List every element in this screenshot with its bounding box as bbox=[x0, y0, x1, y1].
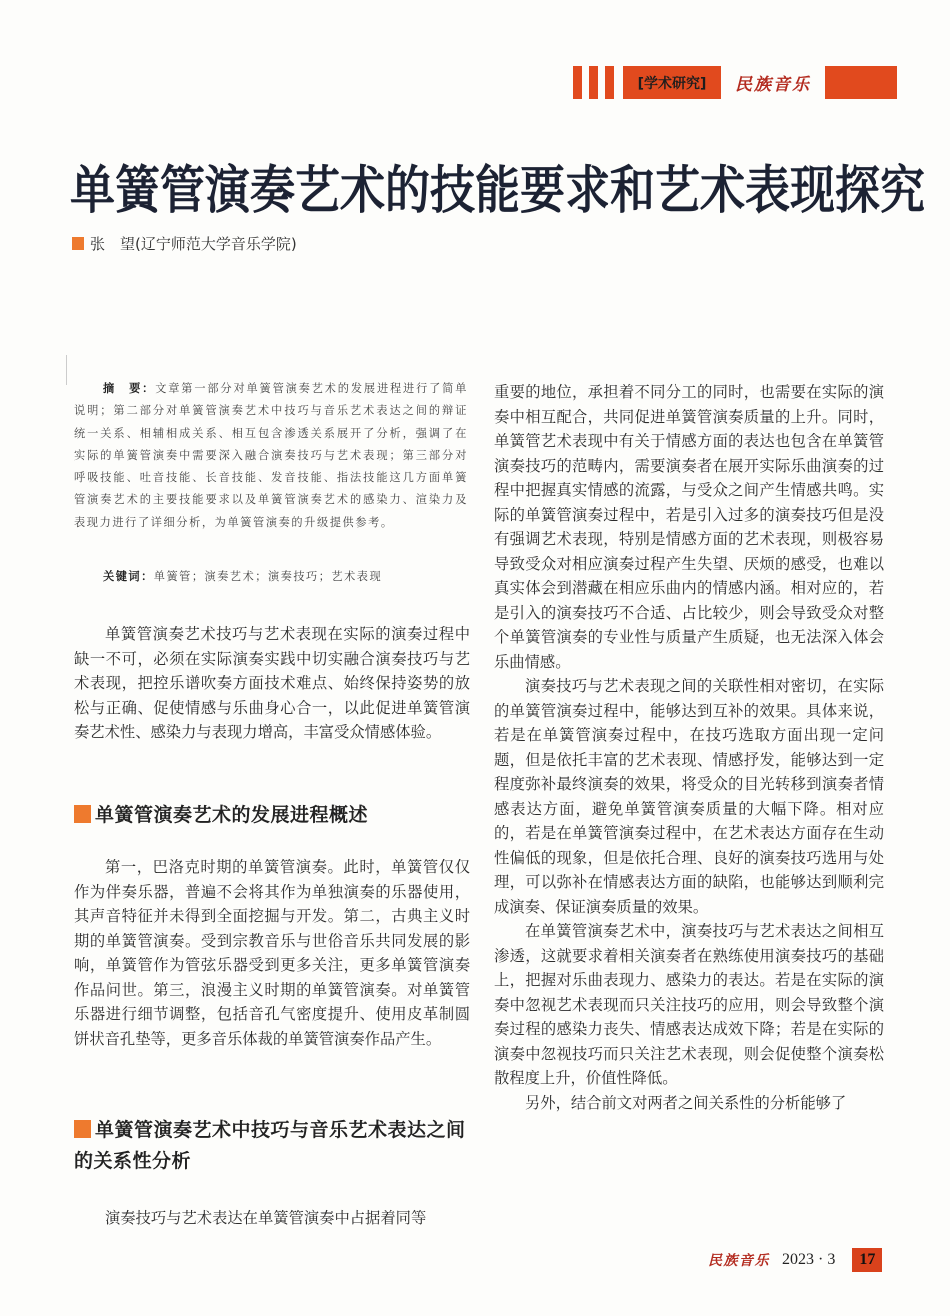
section-heading-text: 单簧管演奏艺术中技巧与音乐艺术表达之间的关系性分析 bbox=[74, 1119, 466, 1172]
section-heading bbox=[74, 1115, 470, 1177]
issue-number: 2023 · 3 bbox=[782, 1251, 836, 1268]
page-footer bbox=[708, 1248, 882, 1272]
magazine-logo: 民族音乐 bbox=[735, 75, 811, 95]
article-title: 单簧管演奏艺术的技能要求和艺术表现探究 bbox=[70, 159, 926, 221]
author-name: 张 望(辽宁师范大学音乐学院) bbox=[90, 235, 297, 253]
paragraph: 单簧管演奏艺术技巧与艺术表现在实际的演奏过程中缺一不可，必须在实际演奏实践中切实融合演奏技巧与艺术表现，把控乐谱吹奏方面技术难点、始终保持姿势的放松与正确、促使情感与乐曲身心合一，以此促进单簧管演奏艺术性、感染力与表现力增高，丰富受众情感体验。 bbox=[74, 625, 470, 741]
orange-square-icon bbox=[74, 805, 91, 823]
orange-square-icon bbox=[72, 237, 84, 250]
keywords-text: 单簧管；演奏艺术；演奏技巧；艺术表现 bbox=[153, 570, 383, 583]
paragraph: 第一，巴洛克时期的单簧管演奏。此时，单簧管仅仅作为伴奏乐器，普遍不会将其作为单独演奏的乐器使用，其声音特征并未得到全面挖掘与开发。第二，古典主义时期的单簧管演奏。受到宗教音乐与世俗音乐共同发展的影响，单簧管作为管弦乐器受到更多关注，更多单簧管演奏作品问世。第三，浪漫主义时期的单簧管演奏。对单簧管乐器进行细节调整，包括音孔气密度提升、使用皮革制圆饼状音孔垫等，更多音乐体裁的单簧管演奏作品产生。 bbox=[74, 858, 470, 1048]
paragraph: 演奏技巧与艺术表达在单簧管演奏中占据着同等 bbox=[105, 1209, 427, 1227]
decorative-bar bbox=[605, 66, 614, 99]
decorative-bar bbox=[573, 66, 582, 99]
margin-mark bbox=[66, 355, 67, 385]
abstract-label: 摘 要： bbox=[103, 382, 156, 395]
paragraph: 另外，结合前文对两者之间关系性的分析能够了 bbox=[525, 1093, 847, 1112]
paragraph: 在单簧管演奏艺术中，演奏技巧与艺术表达之间相互渗透，这就要求着相关演奏者在熟练使用演奏技巧的基础上，把握对乐曲表现力、感染力的表达。若是在实际的演奏中忽视艺术表现而只关注技巧的应用，则会导致整个演奏过程的感染力丧失、情感表达成效下降；若是在实际的演奏中忽视技巧而只关注艺术表现，则会促使整个演奏松散程度上升，价值性降低。 bbox=[494, 922, 884, 1087]
section-heading bbox=[74, 800, 470, 831]
section-tag: [学术研究] bbox=[623, 66, 721, 99]
keywords bbox=[103, 568, 382, 584]
orange-square-icon bbox=[74, 1120, 91, 1138]
decorative-bar bbox=[825, 66, 897, 99]
paragraph: 重要的地位，承担着不同分工的同时，也需要在实际的演奏中相互配合，共同促进单簧管演奏质量的上升。同时，单簧管艺术表现中有关于情感方面的表达也包含在单簧管演奏技巧的范畴内，需要演奏者在展开实际乐曲演奏的过程中把握真实情感的流露，与受众之间产生情感共鸣。实际的单簧管演奏过程中，若是引入过多的演奏技巧但是没有强调艺术表现，特别是情感方面的艺术表现，则极容易导致受众对相应演奏过程产生失望、厌烦的感受，也难以真实体会到潜藏在相应乐曲内的情感内涵。相对应的，若是引入的演奏技巧不合适、占比较少，则会导致受众对整个单簧管演奏的专业性与质量产生质疑，也无法深入体会乐曲情感。 bbox=[494, 383, 884, 671]
abstract-text: 文章第一部分对单簧管演奏艺术的发展进程进行了简单说明；第二部分对单簧管演奏艺术中技巧与音乐艺术表达之间的辩证统一关系、相辅相成关系、相互包含渗透关系展开了分析，强调了在实际的单簧管演奏中需要深入融合演奏技巧与艺术表现；第三部分对呼吸技能、吐音技能、长音技能、发音技能、指法技能这几方面单簧管演奏艺术的主要技能要求以及单簧管演奏艺术的感染力、渲染力及表现力进行了详细分析，为单簧管演奏的升级提供参考。 bbox=[74, 382, 468, 529]
section2-body-start bbox=[74, 1206, 470, 1231]
keywords-label: 关键词： bbox=[103, 570, 154, 583]
right-column bbox=[494, 380, 884, 1115]
footer-magazine-logo: 民族音乐 bbox=[708, 1253, 770, 1269]
decorative-bar bbox=[589, 66, 598, 99]
header-banner bbox=[573, 66, 897, 99]
author-line bbox=[72, 233, 297, 254]
section-heading-text: 单簧管演奏艺术的发展进程概述 bbox=[95, 804, 369, 826]
intro-paragraph bbox=[74, 622, 470, 745]
page-number: 17 bbox=[852, 1248, 882, 1272]
abstract bbox=[74, 378, 468, 534]
section1-body bbox=[74, 855, 470, 1051]
paragraph: 演奏技巧与艺术表现之间的关联性相对密切，在实际的单簧管演奏过程中，能够达到互补的效果。具体来说，若是在单簧管演奏过程中，在技巧选取方面出现一定问题，但是依托丰富的艺术表现、情感抒发，能够达到一定程度弥补最终演奏的效果，将受众的目光转移到演奏者情感表达方面，避免单簧管演奏质量的大幅下降。相对应的，若是在单簧管演奏过程中，在艺术表达方面存在生动性偏低的现象，但是依托合理、良好的演奏技巧选用与处理，可以弥补在情感表达方面的缺陷，也能够达到顺利完成演奏、保证演奏质量的效果。 bbox=[494, 677, 884, 916]
